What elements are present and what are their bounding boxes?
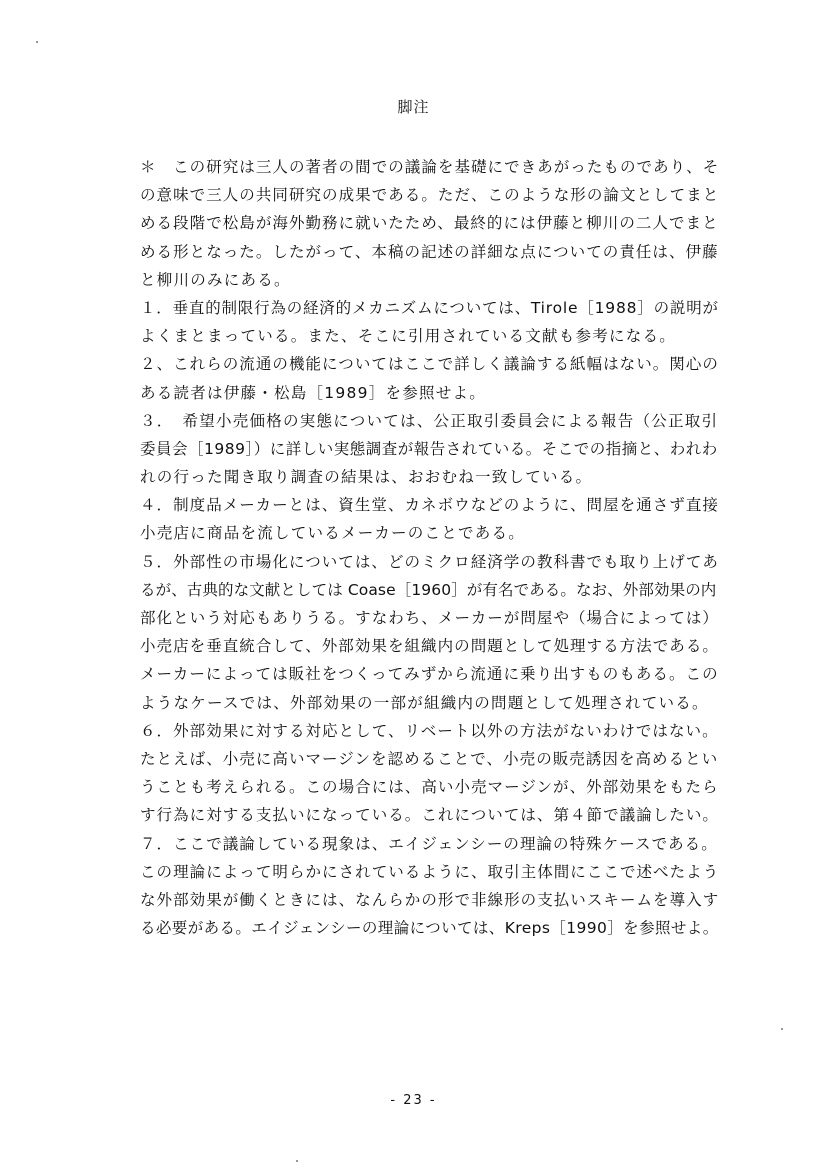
text-line: ＊ この研究は三人の著者の間での議論を基礎にできあがったものであり、そ: [140, 158, 720, 176]
scan-speck: [781, 1028, 783, 1030]
text-line: ６．外部効果に対する対応として、リベート以外の方法がないわけではない。: [140, 721, 719, 740]
text-line: ５．外部性の市場化については、どのミクロ経済学の教科書でも取り上げてあ: [140, 552, 719, 571]
text-line: 小売店に商品を流しているメーカーのことである。: [140, 524, 525, 543]
text-line: よくまとまっている。また、そこに引用されている文献も参考になる。: [140, 327, 677, 346]
page-title: 脚注: [397, 98, 430, 116]
text-line: と柳川のみにある。: [140, 270, 291, 289]
text-line: 委員会［1989］）に詳しい実態調査が報告されている。そこでの指摘と、われわ: [140, 439, 718, 458]
text-line: な外部効果が働くときには、なんらかの形で非線形の支払いスキームを導入す: [140, 890, 720, 909]
text-line: れの行った聞き取り調査の結果は、おおむね一致している。: [140, 468, 593, 487]
text-line: ４．制度品メーカーとは、資生堂、カネボウなどのように、問屋を通さず直接: [140, 496, 719, 515]
text-line: の意味で三人の共同研究の成果である。ただ、このような形の論文としてまと: [140, 186, 720, 205]
text-line: ２、これらの流通の機能についてはここで詳しく議論する紙幅はない。関心の: [140, 355, 719, 374]
text-line: メーカーによっては販社をつくってみずから流通に乗り出すものもある。この: [140, 665, 719, 684]
text-line: める形となった。したがって、本稿の記述の詳細な点についての責任は、伊藤: [140, 242, 719, 261]
text-line: ３． 希望小売価格の実態については、公正取引委員会による報告（公正取引: [140, 411, 719, 430]
text-line: す行為に対する支払いになっている。これについては、第４節で議論したい。: [140, 806, 719, 825]
text-line: うことも考えられる。この場合には、高い小売マージンが、外部効果をもたら: [140, 778, 719, 797]
text-line: ある読者は伊藤・松島［1989］を参照せよ。: [140, 383, 486, 402]
text-line: たとえば、小売に高いマージンを認めることで、小売の販売誘因を高めるとい: [140, 749, 719, 768]
text-line: 小売店を垂直統合して、外部効果を組織内の問題として処理する方法である。: [140, 637, 719, 656]
page-number: - 23 -: [390, 1093, 437, 1108]
text-line: この理論によって明らかにされているように、取引主体間にここで述べたよう: [140, 862, 720, 881]
scan-speck: [296, 1160, 298, 1162]
text-line: るが、古典的な文献としては Coase［1960］が有名である。なお、外部効果の内: [140, 580, 717, 599]
text-line: ７．ここで議論している現象は、エイジェンシーの理論の特殊ケースである。: [140, 834, 718, 853]
text-line: 部化という対応もありうる。すなわち、メーカーが問屋や（場合によっては）: [140, 609, 719, 627]
text-line: る必要がある。エイジェンシーの理論については、Kreps［1990］を参照せよ。: [140, 919, 719, 938]
text-line: １．垂直的制限行為の経済的メカニズムについては、Tirole［1988］の説明が: [140, 298, 719, 317]
text-line: める段階で松島が海外勤務に就いたため、最終的には伊藤と柳川の二人でまと: [140, 214, 719, 233]
scan-speck: [36, 41, 38, 43]
footnotes-body: [140, 153, 720, 942]
text-line: ようなケースでは、外部効果の一部が組織内の問題として処理されている。: [140, 693, 709, 712]
